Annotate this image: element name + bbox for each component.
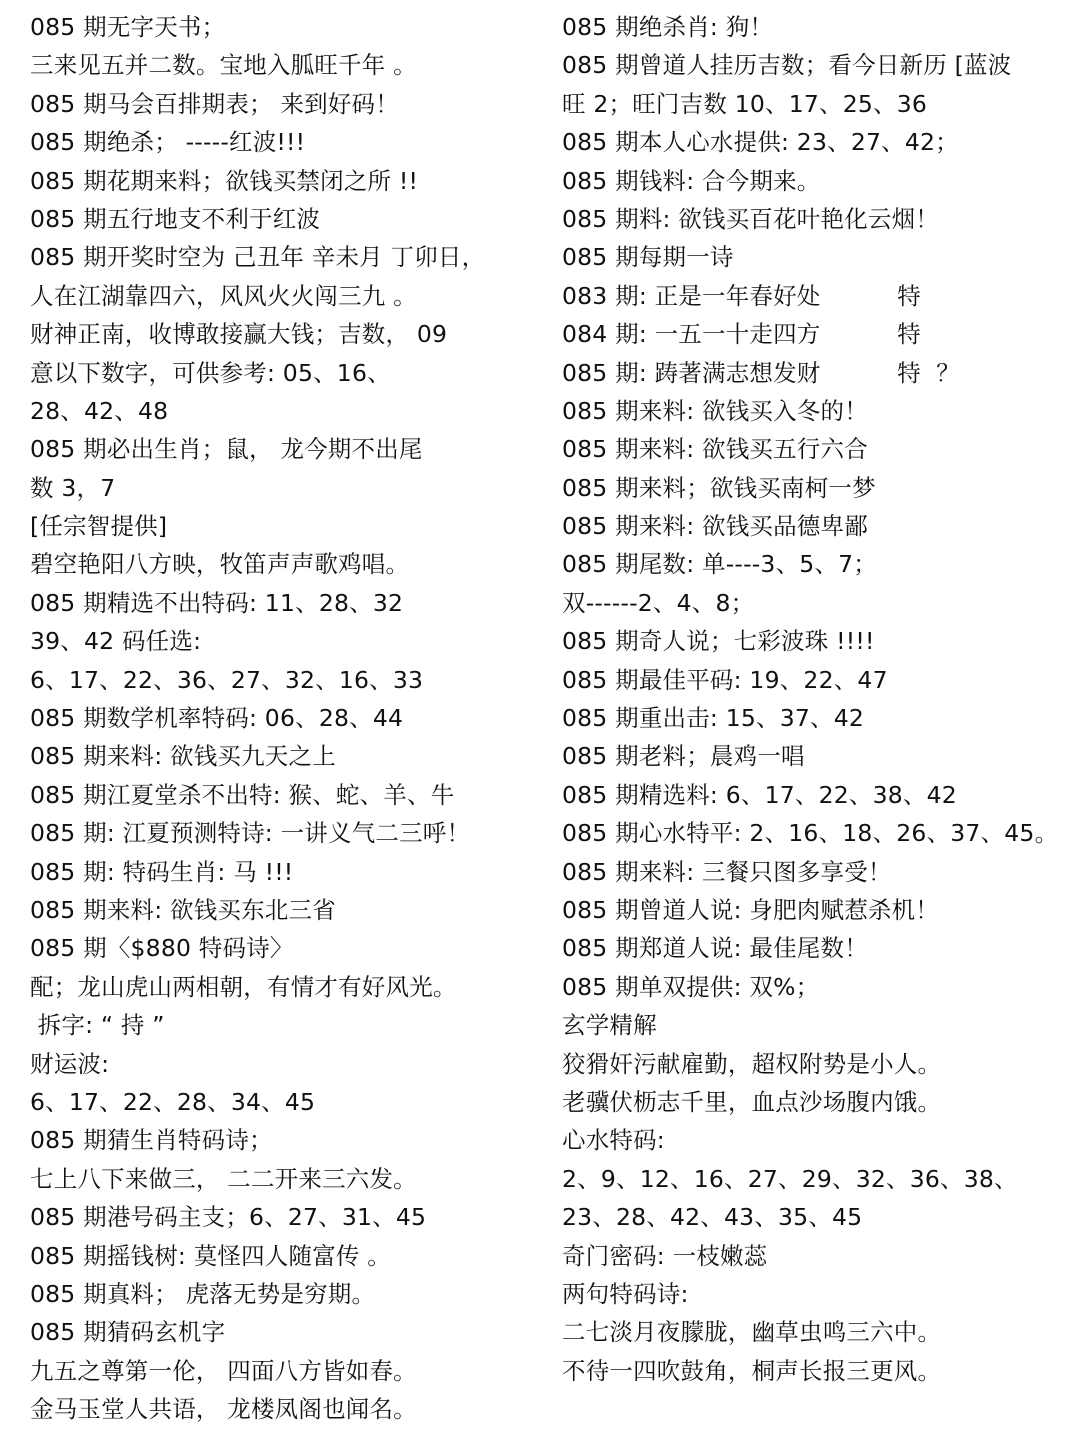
right-text-column — [562, 8, 1072, 1390]
left-column-line: 085 期马会百排期表； 来到好码！ — [30, 89, 399, 118]
right-column-line: 085 期曾道人挂历吉数；看今日新历 [蓝波 — [562, 51, 1012, 80]
left-column-line: 085 期来料: 欲钱买九天之上 — [30, 742, 336, 771]
right-column-line: 085 期精选料: 6、17、22、38、42 — [562, 780, 957, 809]
left-column-line: 085 期港号码主支；6、27、31、45 — [30, 1203, 427, 1232]
left-column-line: 085 期花期来料；欲钱买禁闭之所 !! — [30, 166, 419, 195]
right-column-line: 085 期尾数: 单----3、5、7； — [562, 550, 877, 579]
right-column-line: 085 期来料: 欲钱买入冬的！ — [562, 396, 868, 425]
left-column-line: 085 期来料: 欲钱买东北三省 — [30, 895, 336, 924]
left-column-line: 碧空艳阳八方映，牧笛声声歌鸡唱。 — [30, 550, 410, 579]
left-column-line: 三来见五并二数。宝地入胍旺千年 。 — [30, 51, 417, 80]
right-column-line: 老骥伏枥志千里，血点沙场腹内饿。 — [562, 1087, 942, 1116]
right-column-line: 2、9、12、16、27、29、32、36、38、 — [562, 1164, 1018, 1193]
right-column-line: 23、28、42、43、35、45 — [562, 1203, 863, 1232]
left-column-line: 数 3，7 — [30, 473, 116, 502]
left-column-line: 085 期真料； 虎落无势是穷期。 — [30, 1279, 376, 1308]
right-column-line: 085 期钱料: 合今期来。 — [562, 166, 821, 195]
left-column-line: 配；龙山虎山两相朝，有情才有好风光。 — [30, 972, 457, 1001]
right-column-line: 085 期来料；欲钱买南柯一梦 — [562, 473, 876, 502]
left-column-line: 085 期猜码玄机字 — [30, 1318, 226, 1347]
right-column-line: 085 期曾道人说: 身肥肉赋惹杀机！ — [562, 895, 940, 924]
left-column-line: 39、42 码任选: — [30, 627, 202, 656]
left-column-line: 085 期精选不出特码: 11、28、32 — [30, 588, 404, 617]
left-column-line: 085 期无字天书； — [30, 13, 226, 41]
right-column-line: 085 期本人心水提供: 23、27、42； — [562, 128, 959, 157]
right-column-line: 085 期来料: 欲钱买五行六合 — [562, 435, 868, 464]
left-column-line: 085 期〈$880 特码诗〉 — [30, 934, 294, 963]
left-column-line: 6、17、22、28、34、45 — [30, 1087, 316, 1116]
right-column-line: 083 期: 正是一年春好处 特 — [562, 281, 921, 310]
right-column-line: 不待一四吹鼓角，桐声长报三更风。 — [562, 1356, 942, 1385]
left-column-line: 085 期五行地支不利于红波 — [30, 204, 321, 233]
left-column-line: 28、42、48 — [30, 396, 169, 425]
left-column-line: 6、17、22、36、27、32、16、33 — [30, 665, 424, 694]
right-column-line: 085 期绝杀肖: 狗！ — [562, 13, 774, 41]
right-column-line: 玄学精解 — [562, 1011, 657, 1040]
left-column-line: 085 期数学机率特码: 06、28、44 — [30, 704, 404, 733]
right-column-line: 085 期重出击: 15、37、42 — [562, 704, 865, 733]
left-column-line: 九五之尊第一伦， 四面八方皆如春。 — [30, 1356, 417, 1385]
left-column-line: 085 期必出生肖；鼠， 龙今期不出尾 — [30, 435, 423, 464]
left-column-line: 085 期摇钱树: 莫怪四人随富传 。 — [30, 1241, 391, 1270]
left-column-line: 财运波: — [30, 1049, 110, 1078]
right-column-line: 奇门密码: 一枝嫩蕊 — [562, 1241, 768, 1270]
left-column-line: 拆字: “ 持 ” — [30, 1011, 165, 1040]
left-column-line: 085 期开奖时空为 己丑年 辛未月 丁卯日， — [30, 243, 486, 272]
left-column-line: 085 期猜生肖特码诗； — [30, 1126, 273, 1155]
right-column-line: 085 期最佳平码: 19、22、47 — [562, 665, 888, 694]
left-column-line: [任宗智提供] — [30, 512, 168, 541]
right-column-line: 085 期来料: 三餐只图多享受！ — [562, 857, 892, 886]
right-column-line: 085 期心水特平: 2、16、18、26、37、45。 — [562, 819, 1059, 848]
left-column-line: 人在江湖靠四六，风风火火闯三九 。 — [30, 281, 417, 310]
right-column-line: 085 期单双提供: 双%； — [562, 972, 820, 1001]
right-column-line: 085 期奇人说；七彩波珠 !!!! — [562, 627, 875, 656]
left-column-line: 意以下数字，可供参考: 05、16、 — [30, 358, 391, 387]
right-column-line: 双------2、4、8； — [562, 588, 755, 617]
left-column-line: 财神正南，收博敢接赢大钱；吉数， 09 — [30, 320, 448, 349]
right-column-line: 心水特码: — [562, 1126, 665, 1155]
left-column-line: 085 期江夏堂杀不出特: 猴、蛇、羊、牛 — [30, 780, 455, 809]
left-column-line: 085 期: 江夏预测特诗: 一讲义气二三呼！ — [30, 819, 471, 848]
right-column-line: 085 期每期一诗 — [562, 243, 734, 272]
right-column-line: 狡猾奸污献雇勤，超权附势是小人。 — [562, 1049, 942, 1078]
left-text-column — [30, 8, 550, 1428]
right-column-line: 二七淡月夜朦胧，幽草虫鸣三六中。 — [562, 1318, 942, 1347]
right-column-line: 085 期郑道人说: 最佳尾数！ — [562, 934, 868, 963]
left-column-line: 085 期: 特码生肖: 马 !!! — [30, 857, 294, 886]
right-column-line: 两句特码诗: — [562, 1279, 689, 1308]
right-column-line: 085 期: 踌著满志想发财 特 ？ — [562, 358, 960, 387]
right-column-line: 085 期老料；晨鸡一唱 — [562, 742, 805, 771]
left-column-line: 金马玉堂人共语， 龙楼凤阁也闻名。 — [30, 1395, 417, 1424]
right-column-line: 085 期来料: 欲钱买品德卑鄙 — [562, 512, 868, 541]
left-column-line: 七上八下来做三， 二二开来三六发。 — [30, 1164, 417, 1193]
right-column-line: 旺 2；旺门吉数 10、17、25、36 — [562, 89, 928, 118]
right-column-line: 085 期料: 欲钱买百花叶艳化云烟！ — [562, 204, 940, 233]
right-column-line: 084 期: 一五一十走四方 特 — [562, 320, 921, 349]
left-column-line: 085 期绝杀； -----红波!!! — [30, 128, 306, 157]
